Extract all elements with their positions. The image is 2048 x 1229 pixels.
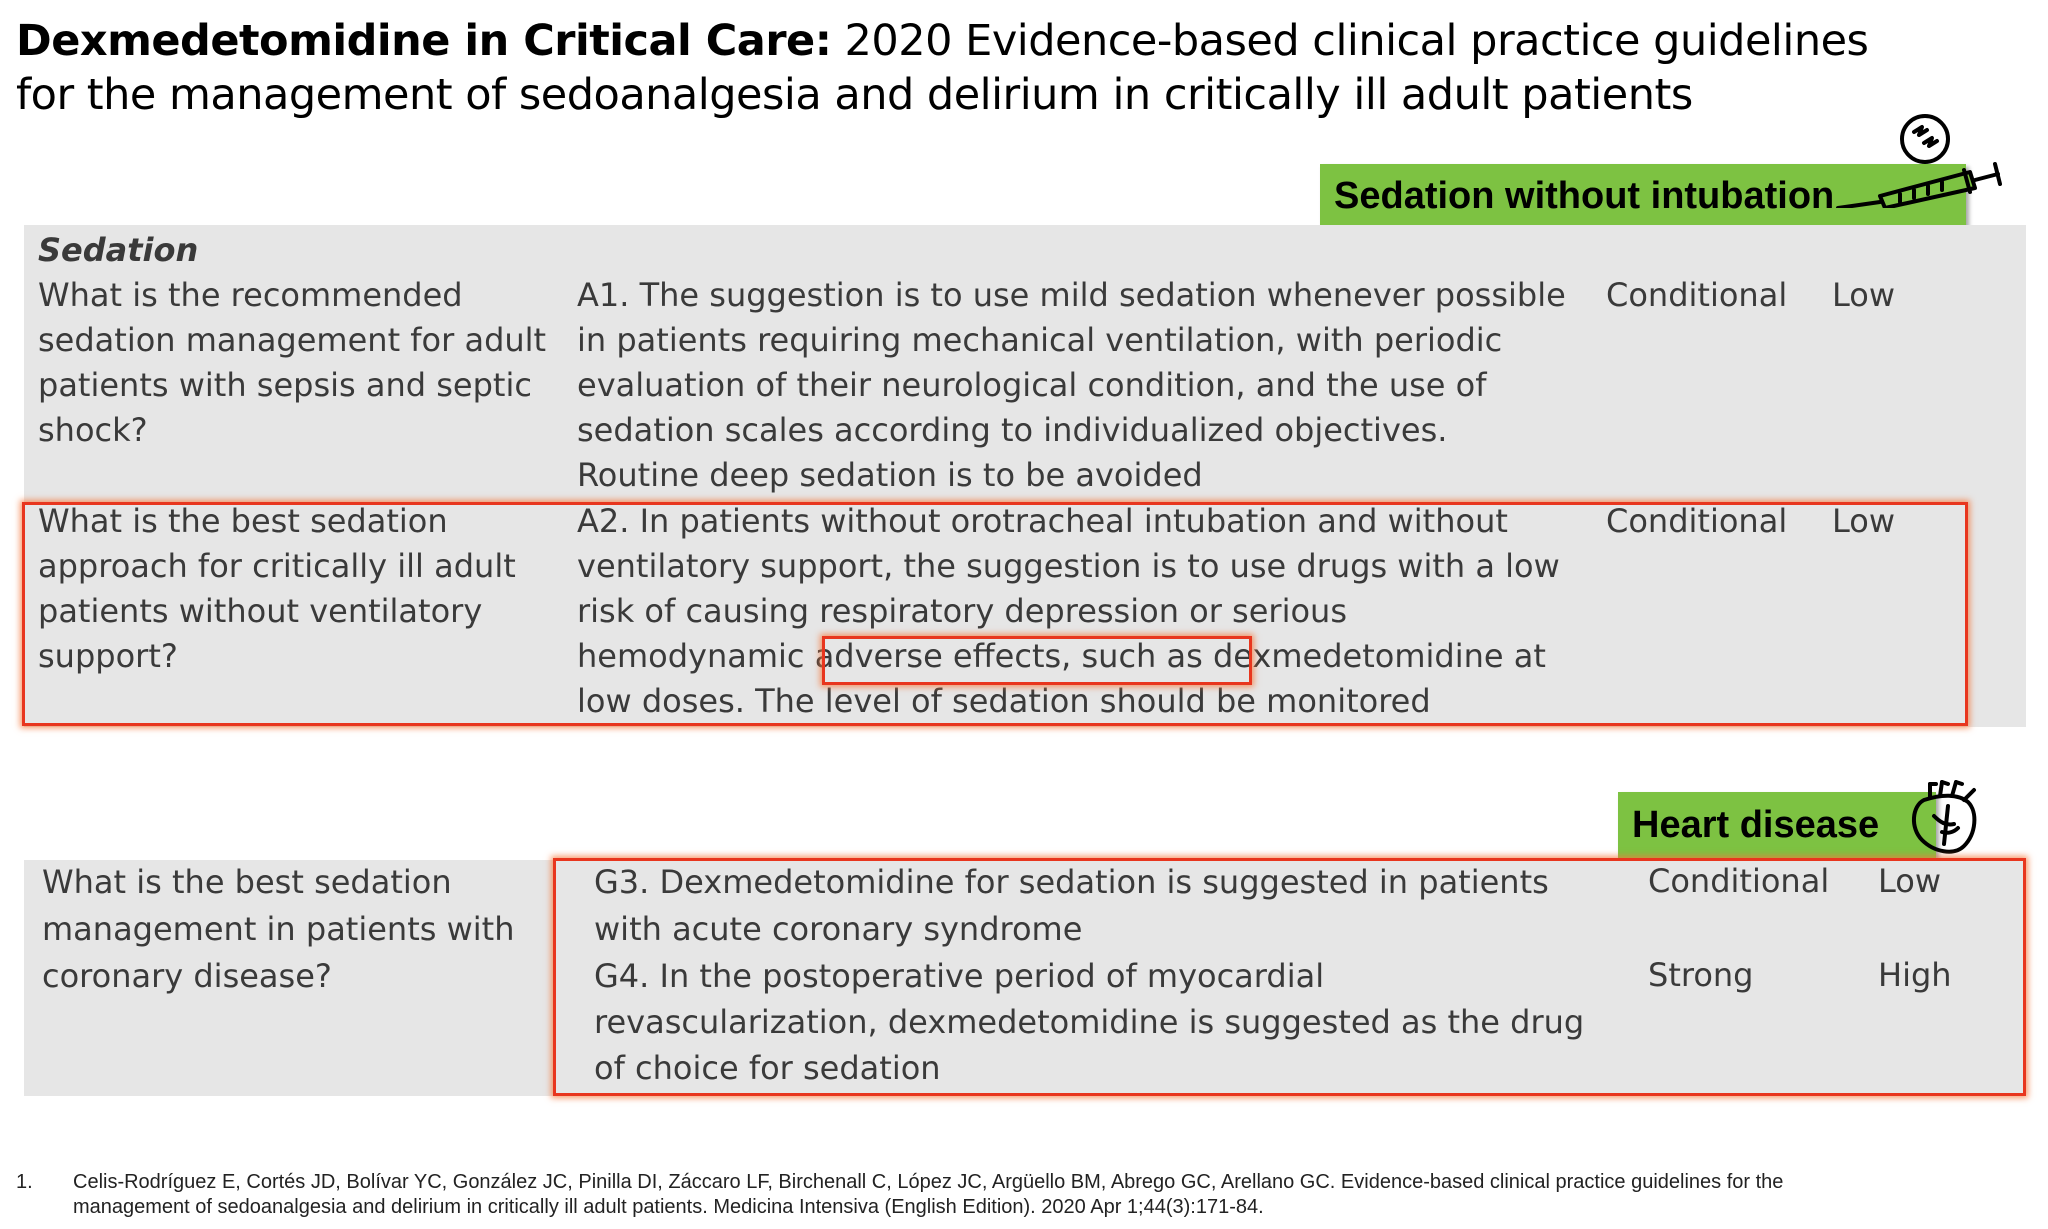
heart-disease-tag [1618, 792, 1936, 858]
evidence-g3: Low [1878, 862, 1942, 900]
section-heading: Sedation [38, 231, 199, 269]
heart-disease-tag-label: Heart disease [1632, 804, 1880, 846]
question-a1: What is the recommended sedation management for adult patients with sepsis and septic shock? [38, 276, 547, 449]
reference-number: 1. [16, 1171, 33, 1193]
question-a2: What is the best sedation approach for critically ill adult patients without ventilatory support? [38, 502, 516, 675]
slide-title-rest: 2020 Evidence-based clinical practice guidelines for the management of sedoanalgesia and delirium in critically ill adult patients [16, 16, 1869, 120]
recommendation-g4: G4. In the postoperative period of myocardial revascularization, dexmedetomidine is suggested as the drug of choice for sedation [594, 957, 1585, 1087]
reference-text: Celis-Rodríguez E, Cortés JD, Bolívar YC, González JC, Pinilla DI, Záccaro LF, Birchenall C, López JC, Argüello BM, Abrego GC, Arellano GC. Evidence-based clinical practice guidelines for the management of sedoanalgesia and delirium in critically ill adult patients. Medicina Intensiva (English Edition). 2020 Apr 1;44(3):171-84. [73, 1171, 1784, 1218]
evidence-a2: Low [1832, 502, 1896, 540]
slide-title-bold: Dexmedetomidine in Critical Care: [16, 16, 832, 66]
anatomical-heart-icon [1902, 776, 1986, 860]
recommendation-a2-start: A2. In patients without orotracheal intubation and without ventilatory support, the suggestion is to use drugs with a low risk of causing respiratory depression or serious hemodynamic adverse effects, [577, 502, 1560, 675]
evidence-a1: Low [1832, 276, 1896, 314]
strength-a1: Conditional [1606, 276, 1788, 314]
strength-g4: Strong [1648, 956, 1754, 994]
strength-g3: Conditional [1648, 862, 1830, 900]
evidence-g4: High [1878, 956, 1952, 994]
recommendation-a2-highlight: such as dexmedetomidine [1081, 637, 1504, 675]
question-coronary: What is the best sedation management in patients with coronary disease? [42, 863, 515, 995]
recommendation-a2-end: at low doses. The level of sedation should be monitored [577, 637, 1546, 720]
recommendation-a1: A1. The suggestion is to use mild sedation whenever possible in patients requiring mechanical ventilation, with periodic evaluation of their neurological condition, and the use of sedation scales according to individualized objectives. Routine deep sedation is to be avoided [577, 276, 1566, 494]
recommendation-g3: G3. Dexmedetomidine for sedation is suggested in patients with acute coronary syndrome [594, 863, 1549, 948]
sedation-tag-label: Sedation without intubation [1334, 175, 1835, 217]
slide-title [16, 14, 1916, 122]
sleeping-syringe-icon [1830, 108, 2010, 208]
recommendation-a2 [577, 499, 1577, 724]
strength-a2: Conditional [1606, 502, 1788, 540]
